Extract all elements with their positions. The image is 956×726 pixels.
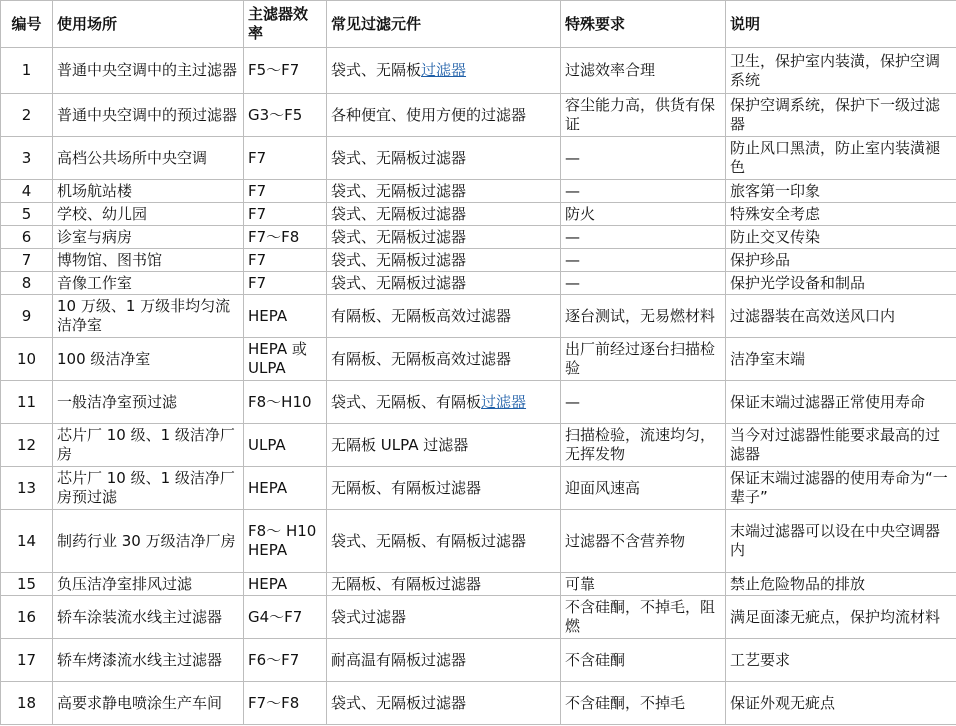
special-requirement: — [561,226,726,249]
special-requirement: 不含硅酮，不掉毛 [561,682,726,725]
table-row [1,639,956,682]
filter-efficiency: F7～F8 [244,682,327,725]
usage-place: 机场航站楼 [53,180,244,203]
filter-efficiency: G4～F7 [244,596,327,639]
table-row [1,203,956,226]
special-requirement: 过滤器不含营养物 [561,510,726,573]
header-row [1,1,956,48]
row-number: 14 [1,510,53,573]
usage-place: 100 级洁净室 [53,338,244,381]
usage-place: 一般洁净室预过滤 [53,381,244,424]
table-row [1,338,956,381]
filter-element [327,249,561,272]
header-place: 使用场所 [53,1,244,48]
row-number: 16 [1,596,53,639]
table-row [1,180,956,203]
note: 卫生，保护室内装潢，保护空调系统 [726,48,956,94]
note: 禁止危险物品的排放 [726,573,956,596]
filter-element-text: 各种便宜、使用方便的过滤器 [331,105,527,124]
row-number: 1 [1,48,53,94]
usage-place: 制药行业 30 万级洁净厂房 [53,510,244,573]
filter-efficiency: HEPA [244,467,327,510]
row-number: 18 [1,682,53,725]
table-body [1,48,956,725]
usage-place: 芯片厂 10 级、1 级洁净厂房 [53,424,244,467]
filter-element [327,94,561,137]
filter-element-text: 袋式、无隔板过滤器 [331,148,467,167]
filter-element [327,338,561,381]
special-requirement: 逐台测试，无易燃材料 [561,295,726,338]
filter-efficiency: F7 [244,203,327,226]
header-special-requirement: 特殊要求 [561,1,726,48]
special-requirement: 可靠 [561,573,726,596]
header-note: 说明 [726,1,956,48]
filter-element [327,137,561,180]
special-requirement: 迎面风速高 [561,467,726,510]
filter-element [327,596,561,639]
row-number: 6 [1,226,53,249]
filter-element-text: 袋式、无隔板过滤器 [331,204,467,223]
filter-efficiency: F7 [244,137,327,180]
filter-element [327,573,561,596]
table-row [1,424,956,467]
filter-element-text: 有隔板、无隔板高效过滤器 [331,306,512,325]
note: 保证末端过滤器的使用寿命为“一辈子” [726,467,956,510]
usage-place: 博物馆、图书馆 [53,249,244,272]
table-row [1,573,956,596]
usage-place: 普通中央空调中的预过滤器 [53,94,244,137]
header-efficiency: 主滤器效率 [244,1,327,48]
table-row [1,510,956,573]
note: 保护空调系统，保护下一级过滤器 [726,94,956,137]
note: 防止风口黑渍，防止室内装潢褪色 [726,137,956,180]
filter-element-text: 袋式、无隔板、有隔板过滤器 [331,531,527,550]
filter-link[interactable]: 过滤器 [481,392,527,411]
special-requirement: 过滤效率合理 [561,48,726,94]
row-number: 13 [1,467,53,510]
table-row [1,682,956,725]
filter-element [327,510,561,573]
filter-element [327,203,561,226]
note: 洁净室末端 [726,338,956,381]
table-row [1,596,956,639]
filter-link[interactable]: 过滤器 [421,61,467,79]
note: 保护珍品 [726,249,956,272]
filter-element [327,639,561,682]
usage-place: 高档公共场所中央空调 [53,137,244,180]
filter-element-text: 袋式、无隔板过滤器 [331,227,467,246]
special-requirement: 不含硅酮 [561,639,726,682]
special-requirement: — [561,249,726,272]
filter-efficiency: ULPA [244,424,327,467]
filter-element [327,226,561,249]
special-requirement: — [561,180,726,203]
filter-element [327,467,561,510]
table-row [1,94,956,137]
usage-place: 音像工作室 [53,272,244,295]
note: 保护光学设备和制品 [726,272,956,295]
filter-element-text: 无隔板、有隔板过滤器 [331,478,482,497]
usage-place: 轿车涂装流水线主过滤器 [53,596,244,639]
row-number: 9 [1,295,53,338]
filter-element-text: 有隔板、无隔板高效过滤器 [331,349,512,368]
filter-efficiency: HEPA [244,295,327,338]
filter-element [327,295,561,338]
usage-place: 10 万级、1 万级非均匀流洁净室 [53,295,244,338]
note: 当今对过滤器性能要求最高的过滤器 [726,424,956,467]
filter-efficiency: F7～F8 [244,226,327,249]
filter-element [327,180,561,203]
filter-element [327,48,561,94]
filter-element-text: 袋式过滤器 [331,607,407,626]
special-requirement: 防火 [561,203,726,226]
row-number: 2 [1,94,53,137]
usage-place: 负压洁净室排风过滤 [53,573,244,596]
row-number: 5 [1,203,53,226]
filter-efficiency: HEPA 或 ULPA [244,338,327,381]
usage-place: 学校、幼儿园 [53,203,244,226]
filter-element [327,424,561,467]
filter-element-text: 无隔板、有隔板过滤器 [331,574,482,593]
usage-place: 普通中央空调中的主过滤器 [53,48,244,94]
row-number: 17 [1,639,53,682]
special-requirement: 出厂前经过逐台扫描检验 [561,338,726,381]
note: 末端过滤器可以设在中央空调器内 [726,510,956,573]
special-requirement: — [561,137,726,180]
filter-element-text: 袋式、无隔板过滤器 [331,273,467,292]
filter-element [327,272,561,295]
header-filter-element: 常见过滤元件 [327,1,561,48]
filter-efficiency: F7 [244,272,327,295]
row-number: 8 [1,272,53,295]
special-requirement: — [561,381,726,424]
filter-element-text: 袋式、无隔板 [331,61,422,79]
filter-efficiency: F5～F7 [244,48,327,94]
row-number: 12 [1,424,53,467]
row-number: 7 [1,249,53,272]
usage-place: 轿车烤漆流水线主过滤器 [53,639,244,682]
filter-efficiency: G3～F5 [244,94,327,137]
table-row [1,137,956,180]
row-number: 10 [1,338,53,381]
filter-element [327,381,561,424]
usage-place: 高要求静电喷涂生产车间 [53,682,244,725]
filter-element-text: 袋式、无隔板过滤器 [331,181,467,200]
special-requirement: — [561,272,726,295]
usage-place: 芯片厂 10 级、1 级洁净厂房预过滤 [53,467,244,510]
filter-efficiency: F8～H10 [244,381,327,424]
header-no: 编号 [1,1,53,48]
table-row [1,295,956,338]
table-row [1,272,956,295]
row-number: 15 [1,573,53,596]
row-number: 11 [1,381,53,424]
filter-element-text: 袋式、无隔板过滤器 [331,693,467,712]
special-requirement: 容尘能力高，供货有保证 [561,94,726,137]
filter-efficiency: F8～ H10 HEPA [244,510,327,573]
filter-efficiency: F7 [244,249,327,272]
special-requirement: 不含硅酮，不掉毛，阻燃 [561,596,726,639]
table-row [1,226,956,249]
note: 工艺要求 [726,639,956,682]
note: 特殊安全考虑 [726,203,956,226]
filter-efficiency: F7 [244,180,327,203]
table-row [1,48,956,94]
filter-element-text: 袋式、无隔板过滤器 [331,250,467,269]
filter-element-text: 耐高温有隔板过滤器 [331,650,467,669]
note: 保证末端过滤器正常使用寿命 [726,381,956,424]
filter-element-text: 无隔板 ULPA 过滤器 [331,435,469,454]
filter-element [327,682,561,725]
note: 防止交叉传染 [726,226,956,249]
table-row [1,467,956,510]
usage-place: 诊室与病房 [53,226,244,249]
table-row [1,249,956,272]
special-requirement: 扫描检验，流速均匀，无挥发物 [561,424,726,467]
note: 过滤器装在高效送风口内 [726,295,956,338]
note: 旅客第一印象 [726,180,956,203]
filter-efficiency: HEPA [244,573,327,596]
note: 满足面漆无疵点，保护均流材料 [726,596,956,639]
row-number: 3 [1,137,53,180]
filter-efficiency: F6～F7 [244,639,327,682]
row-number: 4 [1,180,53,203]
note: 保证外观无疵点 [726,682,956,725]
table-row [1,381,956,424]
filter-element-text: 袋式、无隔板、有隔板 [331,392,482,411]
